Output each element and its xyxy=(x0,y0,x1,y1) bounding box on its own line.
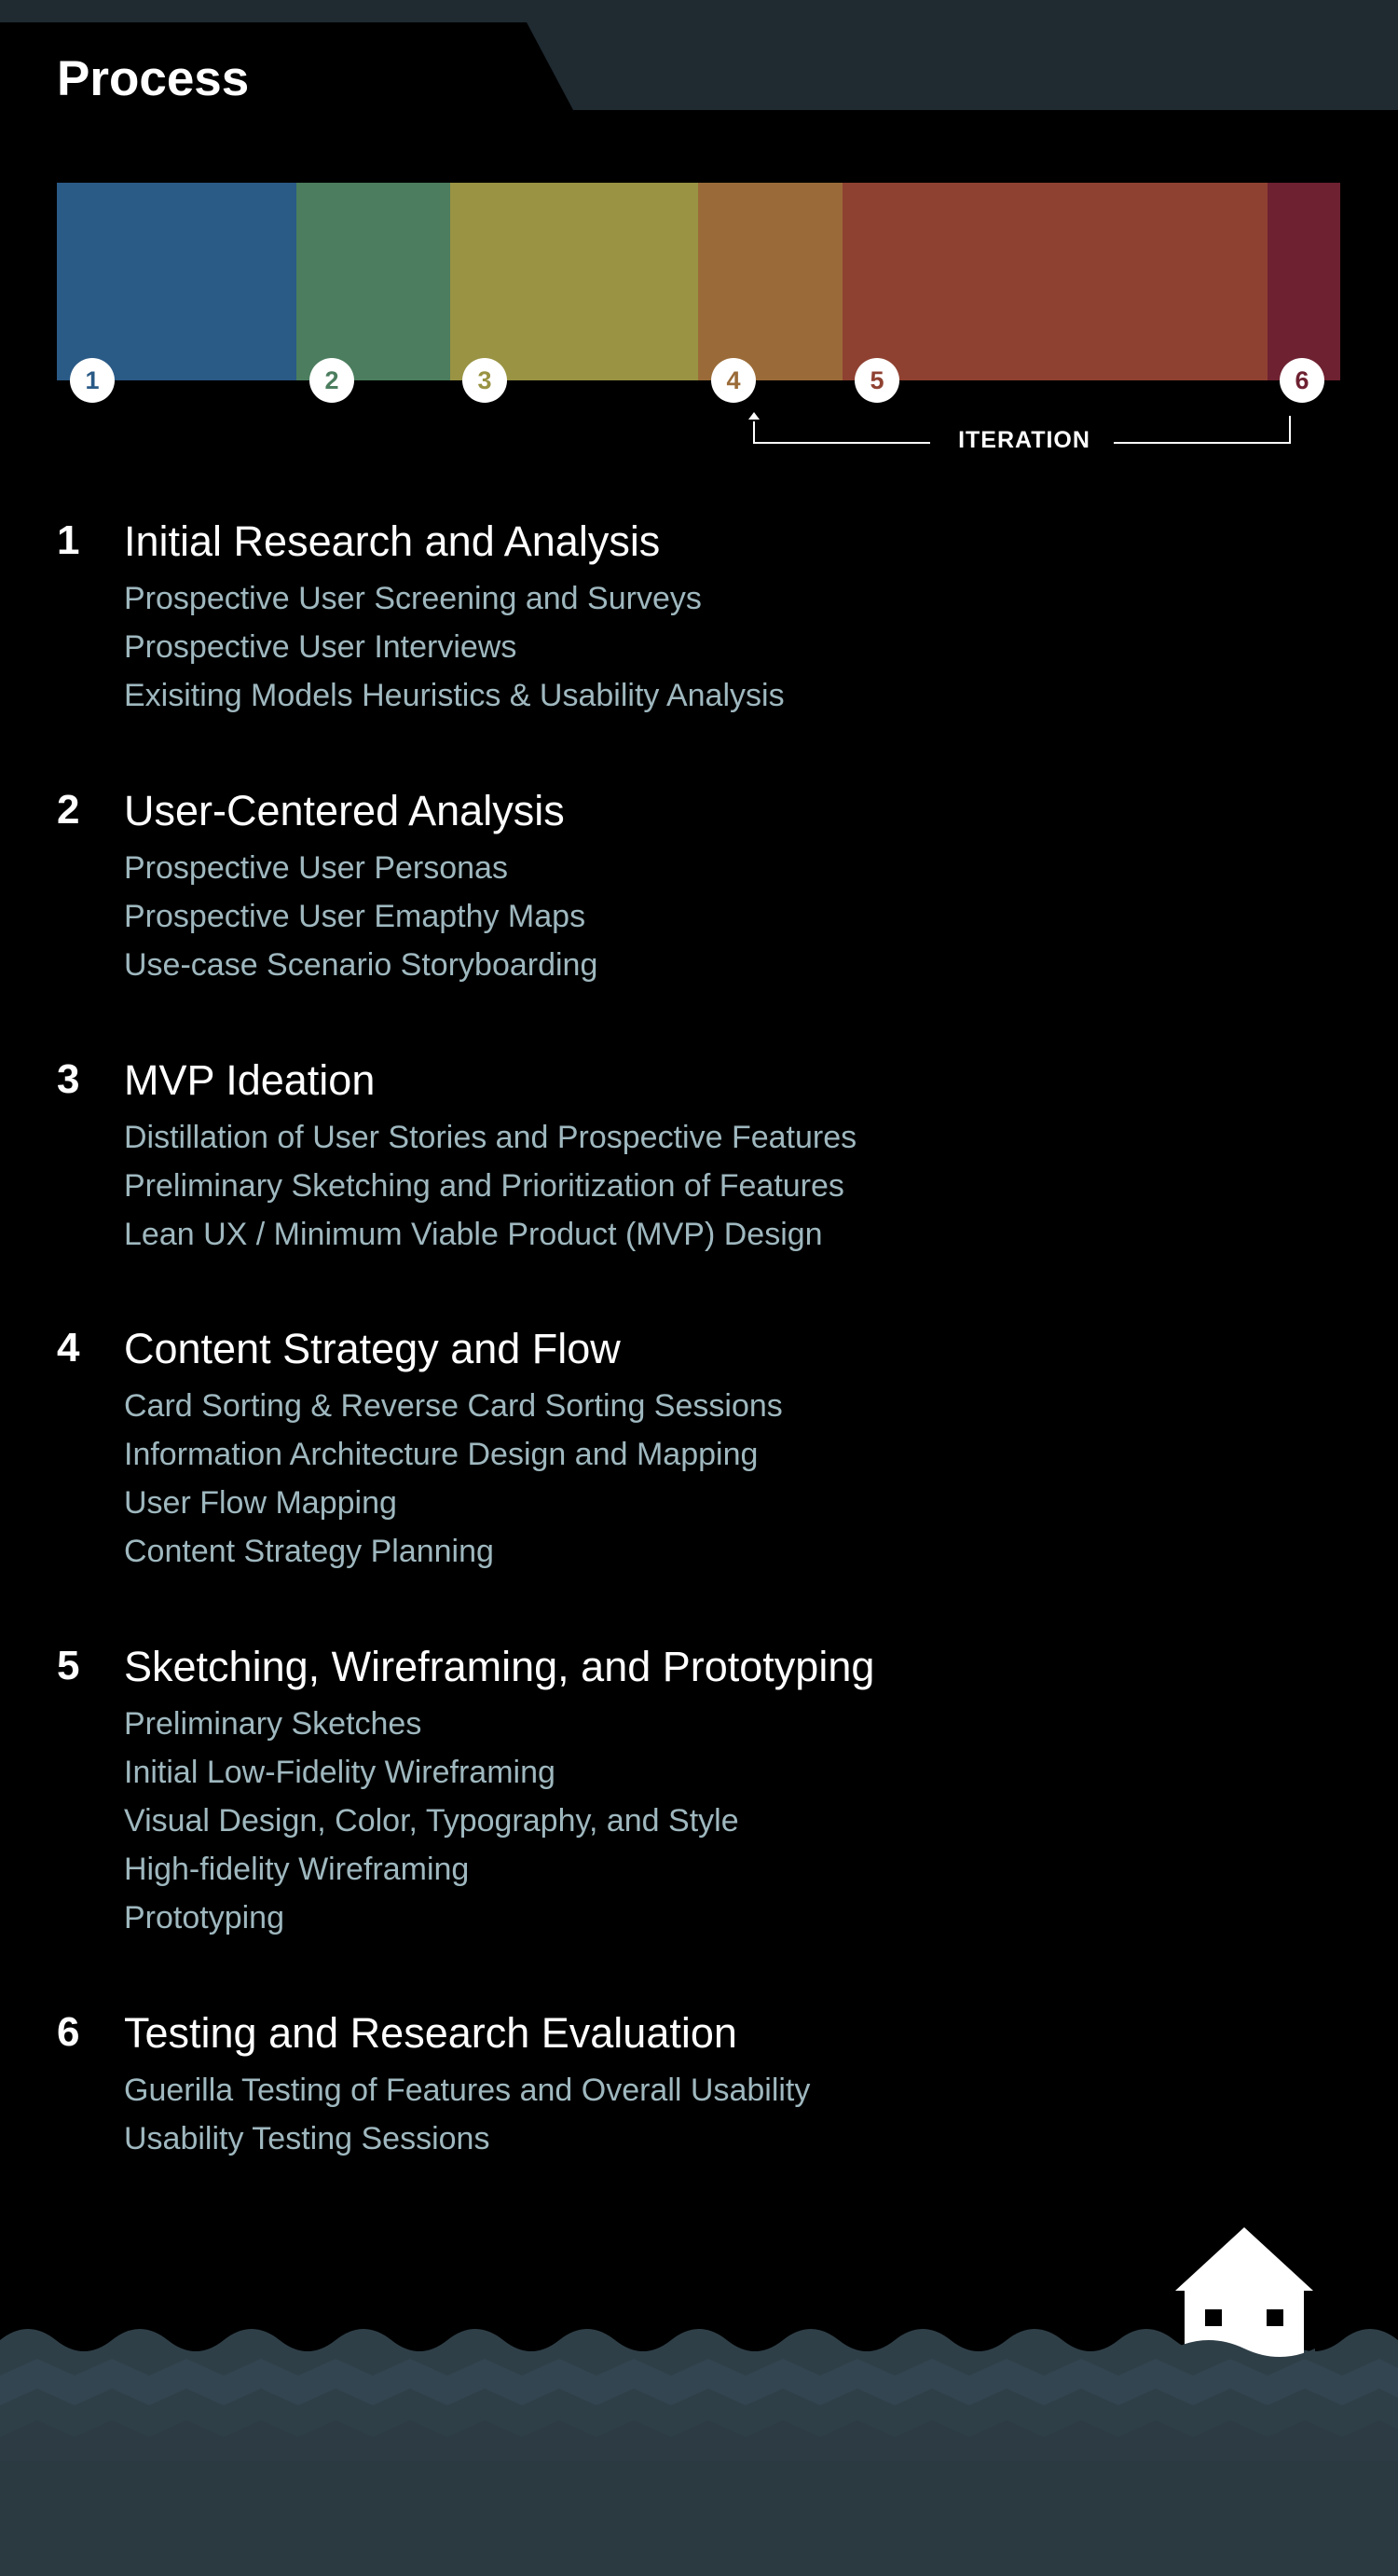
step-item: Initial Low-Fidelity Wireframing xyxy=(124,1755,555,1790)
phase-marker-number: 4 xyxy=(726,365,741,394)
step-item: Preliminary Sketches xyxy=(124,1706,422,1742)
step-title: Content Strategy and Flow xyxy=(124,1325,621,1372)
step-item: High-fidelity Wireframing xyxy=(124,1852,470,1887)
iteration-label: ITERATION xyxy=(958,427,1090,453)
step-item: Prospective User Screening and Surveys xyxy=(124,581,702,616)
step-number: 1 xyxy=(57,517,80,563)
step-item: Card Sorting & Reverse Card Sorting Sessions xyxy=(124,1388,783,1424)
step-title: Sketching, Wireframing, and Prototyping xyxy=(124,1643,875,1690)
step-item: Visual Design, Color, Typography, and Style xyxy=(124,1803,739,1839)
phase-marker-2[interactable] xyxy=(309,358,354,403)
step-number: 2 xyxy=(57,787,80,833)
step-item: Prospective User Personas xyxy=(124,850,508,886)
step-item: Prospective User Interviews xyxy=(124,629,517,665)
phase-marker-number: 2 xyxy=(324,365,339,394)
step-items xyxy=(124,574,785,720)
phase-segment-5 xyxy=(843,183,1268,380)
phase-segment-3 xyxy=(450,183,698,380)
phase-segment-6 xyxy=(1268,183,1340,380)
step-item: Usability Testing Sessions xyxy=(124,2121,490,2156)
step-number: 6 xyxy=(57,2009,80,2055)
home-icon[interactable] xyxy=(1173,2224,1315,2360)
step-item: Lean UX / Minimum Viable Product (MVP) Design xyxy=(124,1217,823,1252)
step-item: Preliminary Sketching and Prioritization of Features xyxy=(124,1168,844,1204)
step-items xyxy=(124,844,597,989)
step-title: Initial Research and Analysis xyxy=(124,517,661,565)
phase-marker-3[interactable] xyxy=(462,358,507,403)
step-title: User-Centered Analysis xyxy=(124,787,565,834)
phase-marker-4[interactable] xyxy=(711,358,756,403)
step-item: Use-case Scenario Storyboarding xyxy=(124,947,598,983)
step-items xyxy=(124,2066,810,2163)
phase-marker-1[interactable] xyxy=(70,358,115,403)
step-title: Testing and Research Evaluation xyxy=(124,2009,737,2057)
iteration-line-right-vertical xyxy=(1289,416,1291,444)
phase-bar xyxy=(57,183,1340,380)
step-item: Prototyping xyxy=(124,1900,284,1935)
step-item: Information Architecture Design and Mapping xyxy=(124,1437,759,1472)
phase-segment-1 xyxy=(57,183,296,380)
step-items xyxy=(124,1113,857,1259)
step-number: 3 xyxy=(57,1056,80,1102)
step-items xyxy=(124,1382,783,1576)
step-items xyxy=(124,1700,739,1942)
page-title: Process xyxy=(57,51,250,106)
step-item: Exisiting Models Heuristics & Usability Analysis xyxy=(124,678,785,713)
step-item: Distillation of User Stories and Prospective Features xyxy=(124,1120,857,1155)
step-item: Content Strategy Planning xyxy=(124,1534,494,1569)
step-item: Guerilla Testing of Features and Overall Usability xyxy=(124,2073,811,2108)
phase-marker-number: 6 xyxy=(1295,365,1309,394)
phase-segment-2 xyxy=(296,183,450,380)
phase-marker-6[interactable] xyxy=(1280,358,1324,403)
phase-marker-number: 5 xyxy=(870,365,884,394)
step-number: 4 xyxy=(57,1325,80,1371)
step-item: Prospective User Emapthy Maps xyxy=(124,899,586,934)
step-item: User Flow Mapping xyxy=(124,1485,397,1521)
step-number: 5 xyxy=(57,1643,80,1688)
iteration-line-left xyxy=(753,442,930,444)
phase-segment-4 xyxy=(698,183,843,380)
iteration-line-right xyxy=(1114,442,1291,444)
step-title: MVP Ideation xyxy=(124,1056,376,1104)
phase-marker-number: 3 xyxy=(477,365,492,394)
phase-marker-number: 1 xyxy=(85,365,100,394)
iteration-line-left-vertical xyxy=(753,421,755,444)
phase-marker-5[interactable] xyxy=(855,358,899,403)
